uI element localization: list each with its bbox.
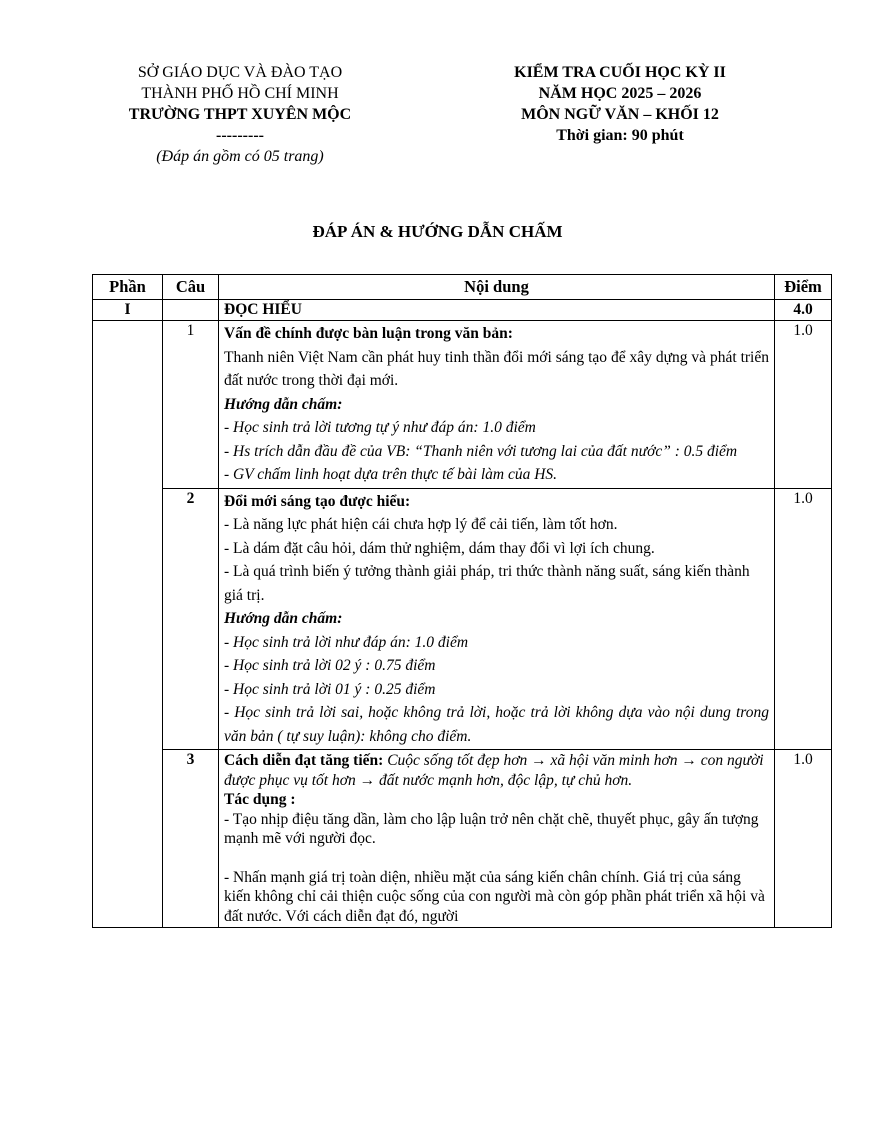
department-name: SỞ GIÁO DỤC VÀ ĐÀO TẠO <box>137 64 343 81</box>
section-title: ĐỌC HIỂU <box>219 300 775 321</box>
question-content <box>219 750 775 928</box>
q1-guide-label: Hướng dẫn chấm: <box>224 395 343 413</box>
section-points: 4.0 <box>775 300 832 321</box>
table-header-row <box>93 275 832 300</box>
table-row <box>93 321 832 489</box>
question-number: 2 <box>163 488 219 750</box>
q3-effect-item: - Tạo nhịp điệu tăng dần, làm cho lập luận trở nên chặt chẽ, thuyết phục, gây ấn tượng mạnh mẽ với người đọc. <box>224 810 759 847</box>
q2-guide-item: - Học sinh trả lời sai, hoặc không trả lời, hoặc trả lời không dựa vào nội dung trong văn bản ( tự suy luận): không cho điểm. <box>224 704 769 745</box>
header-content: Nội dung <box>219 275 775 300</box>
school-year: NĂM HỌC 2025 – 2026 <box>538 85 702 102</box>
header-question: Câu <box>163 275 219 300</box>
header-points: Điểm <box>775 275 832 300</box>
q2-guide-item: - Học sinh trả lời 02 ý : 0.75 điểm <box>224 657 436 674</box>
q2-guide-item: - Học sinh trả lời 01 ý : 0.25 điểm <box>224 680 436 698</box>
header-divider: --------- <box>216 127 264 144</box>
q1-guide-item: - Học sinh trả lời tương tự ý như đáp án: 1.0 điểm <box>224 419 536 436</box>
q3-effect-item: - Nhấn mạnh giá trị toàn diện, nhiều mặt của sáng kiến chân chính. Giá trị của sáng kiến không chỉ cải thiện cuộc sống của con người mà còn góp phần phát triển xã hội và đất nước. Với cách diễn đạt đó, người <box>224 868 765 925</box>
answer-table <box>92 274 832 928</box>
question-number: 3 <box>163 750 219 928</box>
header-part: Phần <box>93 275 163 300</box>
city-name: THÀNH PHỐ HỒ CHÍ MINH <box>141 85 339 102</box>
part-cell-empty <box>93 321 163 928</box>
q2-guide-label: Hướng dẫn chấm: <box>224 610 343 627</box>
school-name: TRƯỜNG THPT XUYÊN MỘC <box>128 106 352 123</box>
document-title: ĐÁP ÁN & HƯỚNG DẪN CHẤM <box>312 222 563 241</box>
q3-effect-label: Tác dụng : <box>224 791 296 808</box>
subject-grade: MÔN NGỮ VĂN – KHỐI 12 <box>521 106 719 123</box>
table-row <box>93 488 832 750</box>
table-row <box>93 750 832 928</box>
q3-heading: Cách diễn đạt tăng tiến: <box>224 752 384 769</box>
q3-heading-text: Cuộc sống tốt đẹp hơn → xã hội văn minh hơn → con người được phục vụ tốt hơn → đất nước mạnh hơn, độc lập, tự chủ hơn. <box>224 752 764 789</box>
section-part: I <box>93 300 163 321</box>
section-row <box>93 300 832 321</box>
exam-duration: Thời gian: 90 phút <box>556 127 684 144</box>
question-points: 1.0 <box>775 321 832 489</box>
q1-guide-item: - GV chấm linh hoạt dựa trên thực tế bài làm của HS. <box>224 466 558 483</box>
question-content <box>219 321 775 489</box>
q2-guide-item: - Học sinh trả lời như đáp án: 1.0 điểm <box>224 633 469 651</box>
q1-heading: Vấn đề chính được bàn luận trong văn bản: <box>224 325 513 342</box>
exam-name: KIỂM TRA CUỐI HỌC KỲ II <box>514 64 726 81</box>
spacer <box>224 849 769 868</box>
header-left <box>100 62 380 167</box>
question-number: 1 <box>163 321 219 489</box>
question-points: 1.0 <box>775 750 832 928</box>
question-points: 1.0 <box>775 488 832 750</box>
q2-answer-item: - Là năng lực phát hiện cái chưa hợp lý để cải tiến, làm tốt hơn. <box>224 516 618 533</box>
header-right <box>470 62 770 146</box>
q2-answer-item: - Là quá trình biến ý tưởng thành giải pháp, tri thức thành năng suất, sáng kiến thành giá trị. <box>224 563 750 604</box>
q1-guide-item: - Hs trích dẫn đầu đề của VB: “Thanh niên với tương lai của đất nước” : 0.5 điểm <box>224 442 738 460</box>
q2-answer-item: - Là dám đặt câu hỏi, dám thử nghiệm, dám thay đổi vì lợi ích chung. <box>224 539 655 557</box>
q2-heading: Đổi mới sáng tạo được hiểu: <box>224 492 411 510</box>
q1-answer: Thanh niên Việt Nam cần phát huy tinh thần đổi mới sáng tạo để xây dựng và phát triển đất nước trong thời đại mới. <box>224 348 769 389</box>
page-count-note: (Đáp án gồm có 05 trang) <box>156 148 324 165</box>
section-question-empty <box>163 300 219 321</box>
question-content <box>219 488 775 750</box>
